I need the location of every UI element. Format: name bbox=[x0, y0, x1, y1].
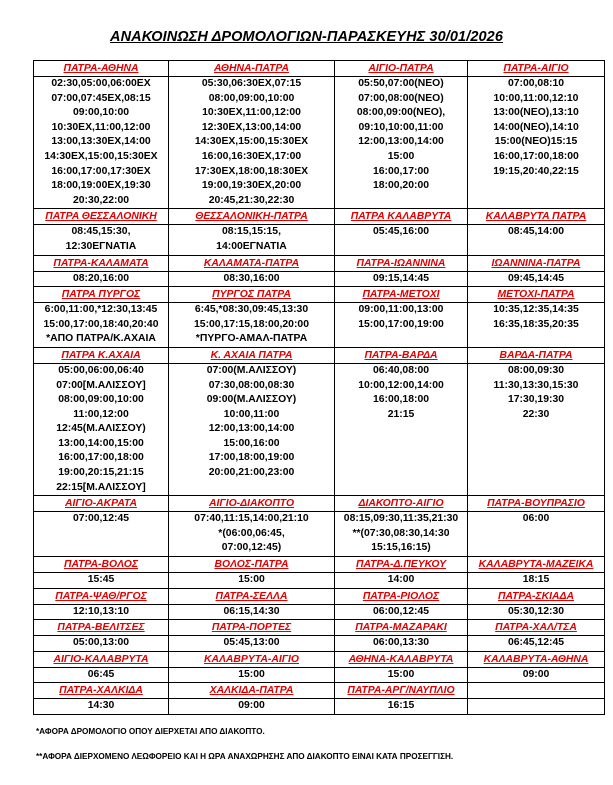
route-times-row bbox=[34, 271, 605, 287]
route-name: ΠΑΤΡΑ-ΙΩΑΝΝΙΝΑ bbox=[335, 255, 468, 271]
route-times-row bbox=[34, 636, 605, 652]
departure-times: 15:00 bbox=[238, 574, 265, 586]
departure-times: 15:00 bbox=[387, 668, 415, 680]
departure-times: 07:00,07:45ΕΧ,08:15 bbox=[51, 92, 151, 104]
departure-times: 15:15,16:15) bbox=[371, 542, 431, 554]
departure-times: 10:00,11:00,12:10 bbox=[493, 92, 579, 104]
departure-times: 06:00,13:30 bbox=[372, 637, 430, 649]
departure-times: 06:15,14:30 bbox=[223, 605, 280, 617]
route-times-cell bbox=[335, 699, 468, 715]
route-times-cell bbox=[468, 303, 605, 348]
departure-times: 09:00,11:00,13:00 bbox=[358, 304, 444, 316]
departure-times: 12:00,13:00,14:00 bbox=[208, 423, 295, 435]
route-name: ΜΕΤΟΧΙ-ΠΑΤΡΑ bbox=[468, 287, 605, 303]
route-name: ΠΑΤΡΑ-ΜΕΤΟΧΙ bbox=[335, 287, 468, 303]
route-header-row bbox=[34, 683, 605, 699]
route-name: ΠΑΤΡΑ-ΒΟΛΟΣ bbox=[34, 557, 169, 573]
route-name: ΠΑΤΡΑ-ΧΑΛΚΙΔΑ bbox=[34, 683, 169, 699]
route-name: ΚΑΛΑΒΡΥΤΑ-ΑΙΓΙΟ bbox=[169, 651, 335, 667]
route-times-cell bbox=[335, 271, 468, 287]
departure-times: 18:00,19:00ΕΧ,19:30 bbox=[51, 180, 151, 192]
route-times-cell bbox=[34, 604, 169, 620]
route-name: ΠΑΤΡΑ-ΒΕΛΙΤΣΕΣ bbox=[34, 620, 169, 636]
route-name: ΚΑΛΑΒΡΥΤΑ ΠΑΤΡΑ bbox=[468, 209, 605, 225]
route-times-cell bbox=[335, 303, 468, 348]
route-times-cell bbox=[468, 667, 605, 683]
route-header-row bbox=[34, 557, 605, 573]
route-name: ΠΑΤΡΑ-ΑΡΓ/ΝΑΥΠΛΙΟ bbox=[335, 683, 468, 699]
departure-times: 13:00,13:30ΕΧ,14:00 bbox=[51, 136, 151, 148]
departure-times: 08:15,09:30,11:35,21:30 bbox=[343, 513, 459, 525]
departure-times: 05:30,12:30 bbox=[507, 605, 565, 617]
departure-times: 09:00,10:00 bbox=[72, 107, 130, 119]
route-name: ΠΑΤΡΑ-ΡΙΟΛΟΣ bbox=[335, 588, 468, 604]
departure-times: 16:15 bbox=[387, 700, 415, 712]
departure-times: 07:00[Μ.ΑΛΙΣΣΟΥ] bbox=[56, 379, 146, 391]
departure-times: 10:00,11:00 bbox=[223, 408, 280, 420]
departure-times: 22:15[Μ.ΑΛΙΣΣΟΥ] bbox=[56, 481, 146, 493]
departure-times: 14:30ΕΧ,15:00,15:30ΕΧ bbox=[194, 136, 309, 148]
departure-times: 14:00ΕΓΝΑΤΙΑ bbox=[216, 240, 287, 252]
departure-times: 08:00,09:00(ΝΕΟ), bbox=[356, 107, 446, 119]
route-header-row bbox=[34, 287, 605, 303]
departure-times: 19:00,19:30ΕΧ,20:00 bbox=[201, 180, 302, 192]
departure-times: 14:30 bbox=[87, 700, 115, 712]
route-name: ΠΑΤΡΑ-ΨΑΘ/ΡΓΟΣ bbox=[34, 588, 169, 604]
route-times-row bbox=[34, 573, 605, 589]
route-name bbox=[468, 683, 605, 699]
departure-times: 09:45,14:45 bbox=[507, 272, 565, 284]
departure-times: 15:00 bbox=[387, 150, 415, 162]
route-name: ΚΑΛΑΒΡΥΤΑ-ΑΘΗΝΑ bbox=[468, 651, 605, 667]
departure-times: 12:30ΕΓΝΑΤΙΑ bbox=[65, 240, 137, 252]
footnote-single-asterisk: *ΑΦΟΡΑ ΔΡΟΜΟΛΟΓΙΟ ΟΠΟΥ ΔΙΕΡΧΕΤΑΙ ΑΠΟ ΔΙΑΚΟΠΤΟ. bbox=[36, 727, 265, 736]
route-name: ΠΑΤΡΑ-ΚΑΛΑΜΑΤΑ bbox=[34, 255, 169, 271]
route-name: ΘΕΣΣΑΛΟΝΙΚΗ-ΠΑΤΡΑ bbox=[169, 209, 335, 225]
departure-times: 07:00,12:45) bbox=[221, 542, 282, 554]
route-name: ΠΑΤΡΑ-ΒΟΥΠΡΑΣΙΟ bbox=[468, 496, 605, 512]
route-name: ΠΑΤΡΑ-ΧΑΛ/ΤΣΑ bbox=[468, 620, 605, 636]
route-name: ΑΘΗΝΑ-ΚΑΛΑΒΡΥΤΑ bbox=[335, 651, 468, 667]
route-name: ΚΑΛΑΜΑΤΑ-ΠΑΤΡΑ bbox=[169, 255, 335, 271]
route-name: ΑΙΓΙΟ-ΠΑΤΡΑ bbox=[335, 61, 468, 77]
departure-times: 20:45,21:30,22:30 bbox=[208, 194, 295, 206]
departure-times: 08:30,16:00 bbox=[223, 272, 280, 284]
footnote-double-asterisk: **ΑΦΟΡΑ ΔΙΕΡΧΟΜΕΝΟ ΛΕΩΦΟΡΕΙΟ ΚΑΙ Η ΩΡΑ ΑΝΑΧΩΡΗΣΗΣ ΑΠΟ ΔΙΑΚΟΠΤΟ ΕΙΝΑΙ ΚΑΤΑ ΠΡΟΣΕΓΓΙΣΗ. bbox=[36, 752, 454, 761]
route-times-row bbox=[34, 699, 605, 715]
departure-times: 08:00,09:00,10:00 bbox=[208, 92, 295, 104]
departure-times: 08:20,16:00 bbox=[72, 272, 130, 284]
route-times-cell bbox=[34, 271, 169, 287]
route-times-cell bbox=[169, 225, 335, 255]
departure-times: 07:40,11:15,14:00,21:10 bbox=[194, 513, 309, 525]
departure-times: *(06:00,06:45, bbox=[218, 527, 285, 539]
departure-times: 05:50,07:00(ΝΕΟ) bbox=[358, 78, 444, 89]
departure-times: 10:30ΕΧ,11:00,12:00 bbox=[51, 121, 151, 133]
departure-times: 06:45,12:45 bbox=[507, 637, 565, 649]
route-times-cell bbox=[335, 77, 468, 209]
departure-times: 19:00,20:15,21:15 bbox=[58, 467, 144, 479]
departure-times: 09:15,14:45 bbox=[372, 272, 430, 284]
departure-times: 10:30ΕΧ,11:00,12:00 bbox=[202, 107, 301, 119]
departure-times: 02:30,05:00,06:00ΕΧ bbox=[51, 78, 151, 89]
route-times-cell bbox=[169, 699, 335, 715]
route-times-cell bbox=[335, 604, 468, 620]
departure-times: 16:00,17:00,17:30ΕΧ bbox=[51, 165, 151, 177]
route-times-row bbox=[34, 363, 605, 495]
route-name: ΙΩΑΝΝΙΝΑ-ΠΑΤΡΑ bbox=[468, 255, 605, 271]
route-header-row bbox=[34, 496, 605, 512]
route-name: ΑΙΓΙΟ-ΚΑΛΑΒΡΥΤΑ bbox=[34, 651, 169, 667]
departure-times: 12:30ΕΧ,13:00,14:00 bbox=[201, 121, 302, 133]
route-times-row bbox=[34, 225, 605, 255]
departure-times: 15:00(ΝΕΟ)15:15 bbox=[494, 136, 578, 148]
departure-times: 08:00,09:00,10:00 bbox=[58, 394, 144, 406]
departure-times: 20:30,22:00 bbox=[72, 194, 130, 206]
departure-times: 05:00,06:00,06:40 bbox=[58, 364, 144, 376]
route-times-cell bbox=[169, 77, 335, 209]
route-name: ΠΥΡΓΟΣ ΠΑΤΡΑ bbox=[169, 287, 335, 303]
departure-times: 17:30ΕΧ,18:00,18:30ΕΧ bbox=[194, 165, 309, 177]
departure-times: 15:00 bbox=[238, 668, 265, 680]
route-times-cell bbox=[34, 699, 169, 715]
route-header-row bbox=[34, 255, 605, 271]
route-header-row bbox=[34, 347, 605, 363]
route-header-row bbox=[34, 209, 605, 225]
departure-times: *ΠΥΡΓΟ-ΑΜΑΛ-ΠΑΤΡΑ bbox=[195, 333, 308, 345]
departure-times: *ΑΠΟ ΠΑΤΡΑ/Κ.ΑΧΑΙΑ bbox=[46, 333, 156, 345]
route-name: ΠΑΤΡΑ Κ.ΑΧΑΙΑ bbox=[34, 347, 169, 363]
route-name: ΠΑΤΡΑ ΘΕΣΣΑΛΟΝΙΚΗ bbox=[34, 209, 169, 225]
route-times-cell bbox=[468, 604, 605, 620]
route-times-cell bbox=[468, 77, 605, 209]
route-header-row bbox=[34, 61, 605, 77]
departure-times: **(07:30,08:30,14:30 bbox=[352, 527, 450, 539]
schedule-table bbox=[33, 60, 605, 715]
route-name: Κ. ΑΧΑΙΑ ΠΑΤΡΑ bbox=[169, 347, 335, 363]
departure-times: 15:00,16:00 bbox=[223, 437, 280, 449]
departure-times: 15:00,17:00,18:40,20:40 bbox=[43, 318, 159, 330]
departure-times: 17:30,19:30 bbox=[507, 394, 565, 406]
departure-times: 05:45,16:00 bbox=[372, 226, 430, 238]
route-times-cell bbox=[468, 271, 605, 287]
departure-times: 06:45 bbox=[87, 668, 115, 680]
departure-times: 16:35,18:35,20:35 bbox=[493, 318, 579, 330]
route-times-row bbox=[34, 604, 605, 620]
departure-times: 08:15,15:15, bbox=[222, 226, 281, 238]
departure-times: 14:00(ΝΕΟ),14:10 bbox=[493, 121, 579, 133]
departure-times: 06:00,12:45 bbox=[372, 605, 430, 617]
departure-times: 18:15 bbox=[522, 574, 550, 586]
departure-times: 20:00,21:00,23:00 bbox=[208, 467, 295, 479]
departure-times: 21:15 bbox=[387, 408, 415, 420]
route-times-row bbox=[34, 667, 605, 683]
route-times-cell bbox=[335, 636, 468, 652]
departure-times: 15:00,17:00,19:00 bbox=[358, 318, 444, 330]
departure-times: 07:00,08:00(ΝΕΟ) bbox=[358, 92, 444, 104]
route-times-cell bbox=[335, 573, 468, 589]
route-times-cell bbox=[34, 512, 169, 557]
departure-times: 05:45,13:00 bbox=[223, 637, 280, 649]
route-times-cell bbox=[335, 225, 468, 255]
schedule-body bbox=[34, 61, 605, 715]
departure-times: 14:00 bbox=[387, 574, 415, 586]
departure-times: 6:00,11:00,*12:30,13:45 bbox=[44, 304, 158, 316]
departure-times: 14:30ΕΧ,15:00,15:30ΕΧ bbox=[44, 150, 158, 162]
route-header-row bbox=[34, 588, 605, 604]
route-times-row bbox=[34, 303, 605, 348]
departure-times: 22:30 bbox=[522, 408, 550, 420]
route-times-cell bbox=[169, 573, 335, 589]
departure-times: 08:45,15:30, bbox=[71, 226, 131, 238]
route-times-row bbox=[34, 512, 605, 557]
route-times-cell bbox=[34, 667, 169, 683]
route-times-cell bbox=[34, 363, 169, 495]
route-name: ΑΙΓΙΟ-ΔΙΑΚΟΠΤΟ bbox=[169, 496, 335, 512]
route-times-cell bbox=[34, 303, 169, 348]
departure-times: 12:00,13:00,14:00 bbox=[358, 136, 444, 148]
route-times-cell bbox=[169, 303, 335, 348]
route-name: ΠΑΤΡΑ-ΠΟΡΤΕΣ bbox=[169, 620, 335, 636]
departure-times: 13:00(ΝΕΟ),13:10 bbox=[493, 107, 579, 119]
route-times-cell bbox=[169, 667, 335, 683]
departure-times: 16:00,18:00 bbox=[372, 394, 430, 406]
route-name: ΑΘΗΝΑ-ΠΑΤΡΑ bbox=[169, 61, 335, 77]
departure-times: 11:00,12:00 bbox=[73, 408, 129, 420]
route-times-cell bbox=[468, 636, 605, 652]
departure-times: 16:00,16:30ΕΧ,17:00 bbox=[201, 150, 302, 162]
route-name: ΚΑΛΑΒΡΥΤΑ-ΜΑΖΕΙΚΑ bbox=[468, 557, 605, 573]
departure-times: 07:00,08:10 bbox=[507, 78, 565, 89]
route-times-cell bbox=[335, 363, 468, 495]
route-times-cell bbox=[169, 604, 335, 620]
route-name: ΠΑΤΡΑ-ΜΑΖΑΡΑΚΙ bbox=[335, 620, 468, 636]
route-header-row bbox=[34, 620, 605, 636]
departure-times: 16:00,17:00,18:00 bbox=[493, 150, 579, 162]
departure-times: 12:45(Μ.ΑΛΙΣΣΟΥ) bbox=[56, 423, 146, 435]
departure-times: 15:45 bbox=[87, 574, 115, 586]
route-name: ΔΙΑΚΟΠΤΟ-ΑΙΓΙΟ bbox=[335, 496, 468, 512]
departure-times: 16:00,17:00,18:00 bbox=[58, 452, 144, 464]
route-times-cell bbox=[34, 636, 169, 652]
departure-times: 08:00,09:30 bbox=[507, 364, 565, 376]
route-times-cell bbox=[335, 667, 468, 683]
route-name: ΠΑΤΡΑ-ΑΙΓΙΟ bbox=[468, 61, 605, 77]
route-name: ΧΑΛΚΙΔΑ-ΠΑΤΡΑ bbox=[169, 683, 335, 699]
departure-times: 16:00,17:00 bbox=[372, 165, 430, 177]
departure-times: 09:00 bbox=[522, 668, 550, 680]
route-header-row bbox=[34, 651, 605, 667]
departure-times: 09:10,10:00,11:00 bbox=[358, 121, 444, 133]
route-times-cell bbox=[169, 512, 335, 557]
departure-times: 07:00(Μ.ΑΛΙΣΣΟΥ) bbox=[206, 364, 297, 376]
departure-times: 06:40,08:00 bbox=[372, 364, 430, 376]
departure-times: 05:00,13:00 bbox=[72, 637, 130, 649]
departure-times: 18:00,20:00 bbox=[372, 180, 430, 192]
route-name: ΒΑΡΔΑ-ΠΑΤΡΑ bbox=[468, 347, 605, 363]
route-name: ΠΑΤΡΑ-ΣΚΙΑΔΑ bbox=[468, 588, 605, 604]
route-name: ΑΙΓΙΟ-ΑΚΡΑΤΑ bbox=[34, 496, 169, 512]
departure-times: 15:00,17:15,18:00,20:00 bbox=[194, 318, 309, 330]
departure-times: 6:45,*08:30,09:45,13:30 bbox=[194, 304, 309, 316]
departure-times: 07:00,12:45 bbox=[72, 513, 130, 525]
route-times-cell bbox=[468, 363, 605, 495]
route-times-cell bbox=[335, 512, 468, 557]
departure-times: 13:00,14:00,15:00 bbox=[58, 437, 144, 449]
route-times-cell bbox=[34, 573, 169, 589]
route-name: ΠΑΤΡΑ-ΒΑΡΔΑ bbox=[335, 347, 468, 363]
departure-times: 09:00 bbox=[238, 700, 265, 712]
route-times-cell bbox=[468, 573, 605, 589]
departure-times: 10:35,12:35,14:35 bbox=[493, 304, 579, 316]
page-title: ΑΝΑΚΟΙΝΩΣΗ ΔΡΟΜΟΛΟΓΙΩΝ-ΠΑΡΑΣΚΕΥΗΣ 30/01/2026 bbox=[110, 29, 503, 45]
route-name: ΠΑΤΡΑ-Δ.ΠΕΥΚΟΥ bbox=[335, 557, 468, 573]
departure-times: 08:45,14:00 bbox=[507, 226, 565, 238]
route-name: ΠΑΤΡΑ-ΣΕΛΛΑ bbox=[169, 588, 335, 604]
route-times-cell bbox=[468, 225, 605, 255]
departure-times: 12:10,13:10 bbox=[72, 605, 130, 617]
departure-times: 19:15,20:40,22:15 bbox=[493, 165, 579, 177]
departure-times: 09:00(Μ.ΑΛΙΣΣΟΥ) bbox=[206, 394, 297, 406]
departure-times: 11:30,13:30,15:30 bbox=[493, 379, 579, 391]
route-times-cell bbox=[34, 77, 169, 209]
route-times-cell bbox=[169, 271, 335, 287]
departure-times: 05:30,06:30ΕΧ,07:15 bbox=[201, 78, 302, 89]
route-times-cell bbox=[468, 699, 605, 715]
departure-times: 07:30,08:00,08:30 bbox=[208, 379, 295, 391]
route-times-cell bbox=[34, 225, 169, 255]
route-name: ΠΑΤΡΑ-ΑΘΗΝΑ bbox=[34, 61, 169, 77]
route-name: ΠΑΤΡΑ ΠΥΡΓΟΣ bbox=[34, 287, 169, 303]
route-name: ΒΟΛΟΣ-ΠΑΤΡΑ bbox=[169, 557, 335, 573]
route-times-cell bbox=[169, 363, 335, 495]
route-name: ΠΑΤΡΑ ΚΑΛΑΒΡΥΤΑ bbox=[335, 209, 468, 225]
route-times-cell bbox=[468, 512, 605, 557]
departure-times: 10:00,12:00,14:00 bbox=[358, 379, 444, 391]
departure-times: 17:00,18:00,19:00 bbox=[208, 452, 295, 464]
departure-times: 06:00 bbox=[522, 513, 550, 525]
route-times-cell bbox=[169, 636, 335, 652]
route-times-row bbox=[34, 77, 605, 209]
